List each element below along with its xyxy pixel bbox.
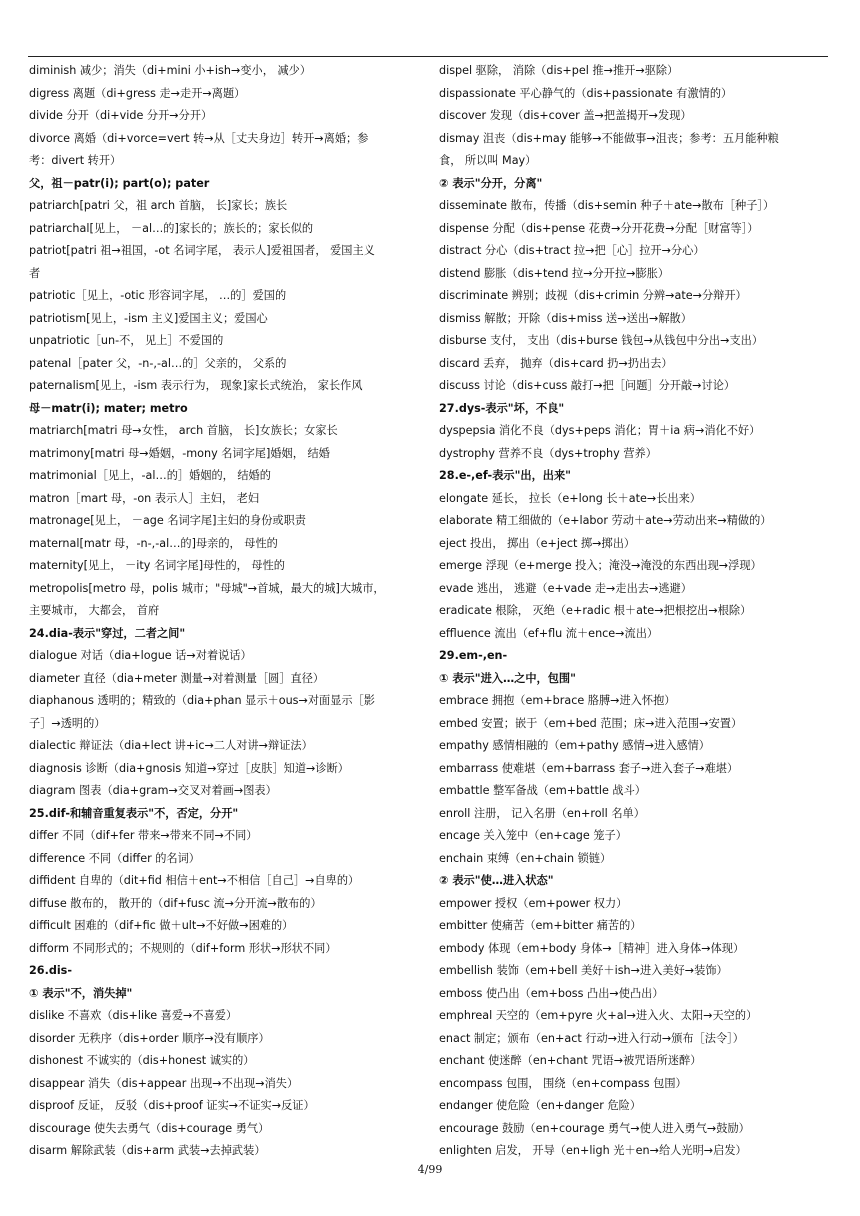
right-column xyxy=(439,60,831,1163)
entry-line: diffident 自卑的（dit+fid 相信＋ent→不相信［自己］→自卑的） xyxy=(29,874,360,887)
entry-line: difficult 困难的（dif+fic 做＋ult→不好做→困难的） xyxy=(29,919,294,932)
entry-line: matrimonial［见上，-al…的］婚姻的， 结婚的 xyxy=(29,469,271,482)
entry-line: dialogue 对话（dia+logue 话→对着说话） xyxy=(29,649,252,662)
entry-line: disburse 支付， 支出（dis+burse 钱包→从钱包中分出→支出） xyxy=(439,334,764,347)
section-heading: 28.e-,ef-表示"出，出来" xyxy=(439,469,571,482)
entry-line: dislike 不喜欢（dis+like 喜爱→不喜爱） xyxy=(29,1009,238,1022)
entry-line: enroll 注册， 记入名册（en+roll 名单） xyxy=(439,806,645,820)
entry-line: dismiss 解散；开除（dis+miss 送→送出→解散） xyxy=(439,311,692,325)
section-heading: 29.em-,en- xyxy=(439,649,508,662)
entry-line: diaphanous 透明的；精致的（dia+phan 显示＋ous→对面显示［影 xyxy=(29,694,375,707)
entry-line: metropolis[metro 母，polis 城市；"母城"→首城，最大的城]大城市， xyxy=(29,581,385,595)
entry-line: elongate 延长， 拉长（e+long 长＋ate→长出来） xyxy=(439,491,701,505)
entry-line: discourage 使失去勇气（dis+courage 勇气） xyxy=(29,1121,270,1135)
entry-line: patriot[patri 祖→祖国，-ot 名词字尾， 表示人]爱祖国者， 爱国主义 xyxy=(29,244,375,257)
entry-line: discover 发现（dis+cover 盖→把盖揭开→发现） xyxy=(439,109,692,122)
entry-line: disarm 解除武装（dis+arm 武装→去掉武装） xyxy=(29,1144,266,1157)
entry-line: 子］→透明的） xyxy=(29,716,106,730)
entry-line: discriminate 辨别；歧视（dis+crimin 分辨→ate→分辩开） xyxy=(439,289,747,302)
entry-line: patriotism[见上，-ism 主义]爱国主义；爱国心 xyxy=(29,311,268,325)
entry-line: matron［mart 母，-on 表示人］主妇， 老妇 xyxy=(29,491,260,505)
entry-line: 食， 所以叫 May） xyxy=(439,154,537,167)
entry-line: disorder 无秩序（dis+order 顺序→没有顺序） xyxy=(29,1031,270,1045)
section-heading: ① 表示"进入…之中，包围" xyxy=(439,671,576,685)
entry-line: evade 逃出， 逃避（e+vade 走→走出去→逃避） xyxy=(439,581,692,595)
entry-line: patriarchal[见上， －al…的]家长的；族长的；家长似的 xyxy=(29,221,314,235)
entry-line: disappear 消失（dis+appear 出现→不出现→消失） xyxy=(29,1076,299,1090)
entry-line: emboss 使凸出（em+boss 凸出→使凸出） xyxy=(439,986,664,1000)
entry-line: matriarch[matri 母→女性， arch 首脑， 长]女族长；女家长 xyxy=(29,424,338,437)
entry-line: endanger 使危险（en+danger 危险） xyxy=(439,1099,642,1112)
entry-line: encage 关入笼中（en+cage 笼子） xyxy=(439,829,627,842)
section-heading: 24.dia-表示"穿过，二者之间" xyxy=(29,626,186,640)
entry-line: paternalism[见上，-ism 表示行为， 现象]家长式统治， 家长作风 xyxy=(29,379,363,392)
entry-line: embitter 使痛苦（em+bitter 痛苦的） xyxy=(439,919,642,932)
entry-line: dispel 驱除， 消除（dis+pel 推→推开→驱除） xyxy=(439,64,679,77)
entry-line: disseminate 散布，传播（dis+semin 种子＋ate→散布［种子］） xyxy=(439,199,775,212)
entry-line: distend 膨胀（dis+tend 拉→分开拉→膨胀） xyxy=(439,266,670,280)
entry-line: discuss 讨论（dis+cuss 敲打→把［问题］分开敲→讨论） xyxy=(439,379,736,392)
entry-line: dishonest 不诚实的（dis+honest 诚实的） xyxy=(29,1054,255,1067)
entry-line: empower 授权（em+power 权力） xyxy=(439,896,628,910)
left-column xyxy=(29,60,421,1163)
entry-line: embarrass 使难堪（em+barrass 套子→进入套子→难堪） xyxy=(439,761,739,775)
entry-line: 者 xyxy=(29,266,41,280)
entry-line: distract 分心（dis+tract 拉→把［心］拉开→分心） xyxy=(439,244,705,257)
entry-line: matronage[见上， －age 名词字尾]主妇的身份或职责 xyxy=(29,514,306,527)
entry-line: encompass 包围， 围绕（en+compass 包围） xyxy=(439,1076,687,1090)
entry-line: divide 分开（di+vide 分开→分开） xyxy=(29,109,213,122)
header-rule xyxy=(28,56,828,57)
entry-line: diffuse 散布的， 散开的（dif+fusc 流→分开流→散布的） xyxy=(29,896,322,910)
entry-line: differ 不同（dif+fer 带来→带来不同→不同） xyxy=(29,829,258,842)
entry-line: dyspepsia 消化不良（dys+peps 消化；胃＋ia 病→消化不好） xyxy=(439,424,761,437)
entry-line: 主要城市， 大都会， 首府 xyxy=(29,604,160,617)
entry-line: dispense 分配（dis+pense 花费→分开花费→分配［财富等］） xyxy=(439,221,759,235)
entry-line: divorce 离婚（di+vorce=vert 转→从［丈夫身边］转开→离婚；参 xyxy=(29,131,369,145)
entry-line: elaborate 精工细做的（e+labor 劳动＋ate→劳动出来→精做的） xyxy=(439,514,772,527)
entry-line: eject 投出， 掷出（e+ject 掷→掷出） xyxy=(439,536,636,550)
entry-line: empathy 感情相融的（em+pathy 感情→进入感情） xyxy=(439,739,710,752)
entry-line: enact 制定；颁布（en+act 行动→进入行动→颁布［法令］） xyxy=(439,1031,744,1045)
entry-line: diminish 减少；消失（di+mini 小+ish→变小， 减少） xyxy=(29,64,312,77)
entry-line: emerge 浮现（e+merge 投入；淹没→淹没的东西出现→浮现） xyxy=(439,559,762,572)
entry-line: diagnosis 诊断（dia+gnosis 知道→穿过［皮肤］知道→诊断） xyxy=(29,761,349,775)
section-heading: 26.dis- xyxy=(29,964,72,977)
entry-line: embody 体现（em+body 身体→［精神］进入身体→体现） xyxy=(439,941,745,955)
entry-line: effluence 流出（ef+flu 流＋ence→流出） xyxy=(439,626,659,640)
entry-line: embattle 整军备战（em+battle 战斗） xyxy=(439,784,646,797)
entry-line: maternal[matr 母，-n-,-al…的]母亲的， 母性的 xyxy=(29,536,278,550)
entry-line: dystrophy 营养不良（dys+trophy 营养） xyxy=(439,446,657,460)
entry-line: disproof 反证， 反驳（dis+proof 证实→不证实→反证） xyxy=(29,1099,315,1112)
entry-line: dialectic 辩证法（dia+lect 讲+ic→二人对讲→辩证法） xyxy=(29,739,313,752)
entry-line: unpatriotic［un-不， 见上］不爱国的 xyxy=(29,334,224,347)
entry-line: patenal［pater 父，-n-,-al…的］父亲的， 父系的 xyxy=(29,356,287,370)
section-heading: 父，祖－patr(i); part(o); pater xyxy=(29,176,210,190)
entry-line: patriarch[patri 父，祖 arch 首脑， 长]家长；族长 xyxy=(29,199,288,212)
entry-line: diagram 图表（dia+gram→交叉对着画→图表） xyxy=(29,784,277,797)
section-heading: ② 表示"分开，分离" xyxy=(439,176,543,190)
section-heading: 25.dif-和辅音重复表示"不，否定，分开" xyxy=(29,806,239,820)
entry-line: enchant 使迷醉（en+chant 咒语→被咒语所迷醉） xyxy=(439,1054,702,1067)
entry-line: dispassionate 平心静气的（dis+passionate 有激情的） xyxy=(439,86,733,100)
entry-line: enlighten 启发， 开导（en+ligh 光＋en→给人光明→启发） xyxy=(439,1144,747,1157)
entry-line: difference 不同（differ 的名词） xyxy=(29,851,200,865)
entry-line: difform 不同形式的；不规则的（dif+form 形状→形状不同） xyxy=(29,941,337,955)
page-number: 4/99 xyxy=(417,1163,443,1176)
entry-line: emphreal 天空的（em+pyre 火+al→进入火、太阳→天空的） xyxy=(439,1009,758,1022)
entry-line: eradicate 根除， 灭绝（e+radic 根＋ate→把根挖出→根除） xyxy=(439,604,752,617)
section-heading: 母－matr(i); mater; metro xyxy=(29,401,188,415)
entry-line: patriotic［见上，-otic 形容词字尾， …的］爱国的 xyxy=(29,289,287,302)
section-heading: ② 表示"使…进入状态" xyxy=(439,874,554,887)
entry-line: encourage 鼓励（en+courage 勇气→使人进入勇气→鼓励） xyxy=(439,1121,750,1135)
entry-line: 考：divert 转开） xyxy=(29,154,122,167)
entry-line: embed 安置；嵌于（em+bed 范围；床→进入范围→安置） xyxy=(439,716,743,730)
entry-line: diameter 直径（dia+meter 测量→对着测量［圆］直径） xyxy=(29,671,325,685)
entry-line: matrimony[matri 母→婚姻，-mony 名词字尾]婚姻， 结婚 xyxy=(29,446,330,460)
section-heading: ① 表示"不，消失掉" xyxy=(29,986,133,1000)
entry-line: embrace 拥抱（em+brace 胳膊→进入怀抱） xyxy=(439,694,676,707)
entry-line: enchain 束缚（en+chain 锁链） xyxy=(439,851,612,865)
entry-line: maternity[见上， －ity 名词字尾]母性的， 母性的 xyxy=(29,559,285,572)
entry-line: embellish 装饰（em+bell 美好＋ish→进入美好→装饰） xyxy=(439,964,728,977)
entry-line: discard 丢弃， 抛弃（dis+card 扔→扔出去） xyxy=(439,356,673,370)
section-heading: 27.dys-表示"坏，不良" xyxy=(439,401,565,415)
entry-line: digress 离题（di+gress 走→走开→离题） xyxy=(29,86,246,100)
entry-line: dismay 沮丧（dis+may 能够→不能做事→沮丧；参考：五月能种粮 xyxy=(439,131,779,145)
